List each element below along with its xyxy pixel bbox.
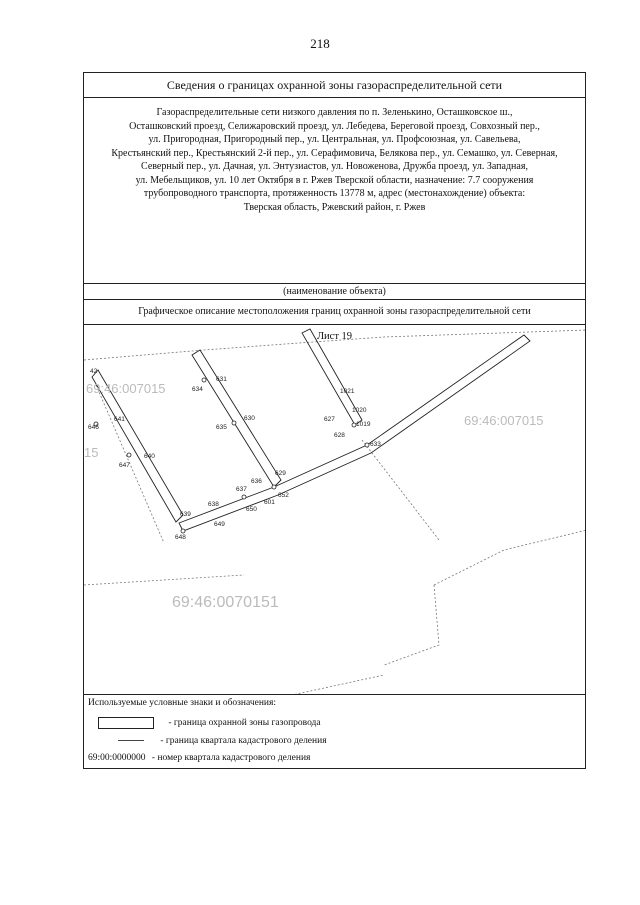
- cadastral-number: 69:46:007015: [464, 413, 544, 428]
- legend-item-text: - номер квартала кадастрового деления: [151, 753, 311, 763]
- point-label: 639: [180, 511, 191, 518]
- cadastral-number: 69:46:007015: [86, 381, 166, 396]
- description-line: Северный пер., ул. Дачная, ул. Энтузиастов, ул. Новоженова, Дружба проезд, ул. Западная,: [141, 161, 528, 172]
- cadastral-number: 69:46:0070151: [172, 594, 279, 611]
- point-label: 633: [370, 441, 381, 448]
- point-label: 601: [264, 499, 275, 506]
- quarter-boundary-symbol: [118, 740, 144, 741]
- quarter-boundary: [434, 530, 585, 585]
- zone-boundary-symbol: [98, 717, 154, 729]
- legend: [84, 695, 585, 768]
- survey-point: [202, 378, 206, 382]
- cadastral-code-sample: 69:00:0000000: [88, 753, 146, 763]
- document-frame: [83, 72, 586, 769]
- quarter-boundary: [84, 575, 244, 585]
- protection-zone-boundary: [179, 335, 530, 531]
- description-line: Газораспределительные сети низкого давления по п. Зеленькино, Осташковское ш.,: [156, 107, 513, 118]
- point-label: 647: [119, 462, 130, 469]
- point-label: 638: [208, 501, 219, 508]
- object-name-caption: (наименование объекта): [84, 284, 585, 300]
- point-label: 637: [236, 486, 247, 493]
- survey-point: [232, 421, 236, 425]
- point-label: 634: [192, 386, 203, 393]
- survey-point: [181, 529, 185, 533]
- point-label: 629: [275, 470, 286, 477]
- description-line: Крестьянский пер., Крестьянский 2-й пер., ул. Серафимовича, Белякова пер., ул. Семашко, ул. Северная,: [111, 147, 558, 159]
- protection-zone-boundary: [192, 350, 281, 487]
- point-label: 648: [175, 534, 186, 541]
- document-title: Сведения о границах охранной зоны газораспределительной сети: [84, 73, 585, 98]
- survey-point: [272, 485, 276, 489]
- point-label: 635: [216, 424, 227, 431]
- quarter-boundary: [362, 440, 439, 540]
- survey-point: [242, 495, 246, 499]
- description-line: ул. Мебельщиков, ул. 10 лет Октября в г. Ржев Тверской области, назначение: 7.7 сооружения: [135, 174, 534, 186]
- graphic-description-title: Графическое описание местоположения границ охранной зоны газораспределительной сети: [84, 300, 585, 325]
- point-label: 630: [244, 415, 255, 422]
- legend-item-text: - граница квартала кадастрового деления: [160, 736, 327, 746]
- point-label: 631: [216, 376, 227, 383]
- cadastral-number: 15: [84, 445, 99, 460]
- survey-point: [365, 443, 369, 447]
- survey-point: [127, 453, 131, 457]
- point-label: 650: [246, 506, 257, 513]
- point-label: 640: [144, 453, 155, 460]
- point-label: 636: [251, 478, 262, 485]
- description-line: ул. Пригородная, Пригородный пер., ул. Центральная, ул. Профсоюзная, ул. Савельева,: [148, 134, 521, 145]
- point-label: 641: [114, 416, 125, 423]
- description-line: Тверская область, Ржевский район, г. Ржев: [243, 201, 426, 213]
- legend-item-zone: [88, 717, 321, 729]
- point-label: 649: [214, 521, 225, 528]
- point-label: 628: [334, 432, 345, 439]
- quarter-boundary: [154, 675, 384, 695]
- point-label: 646: [88, 424, 99, 431]
- cadastral-map: [84, 325, 585, 695]
- quarter-boundary: [96, 385, 164, 543]
- legend-title: Используемые условные знаки и обозначения:: [88, 698, 277, 708]
- legend-item-text: - граница охранной зоны газопровода: [168, 718, 321, 729]
- object-description: [84, 98, 585, 284]
- legend-item-number: [88, 753, 310, 763]
- page-number: 218: [310, 36, 330, 51]
- point-label: 1020: [352, 407, 367, 414]
- point-label: 1019: [356, 421, 371, 428]
- quarter-boundary: [384, 585, 439, 665]
- legend-item-quarter: [88, 736, 327, 746]
- point-label: 1021: [340, 388, 355, 395]
- point-label: 627: [324, 416, 335, 423]
- description-line: Осташковский проезд, Селижаровский проезд, ул. Лебедева, Береговой проезд, Совхозный пер.,: [129, 120, 540, 132]
- point-label: 652: [278, 492, 289, 499]
- map-area: [84, 325, 585, 695]
- point-label: 42: [90, 368, 98, 375]
- description-line: трубопроводного транспорта, протяженность 13778 м, адрес (местонахождение) объекта:: [143, 188, 526, 199]
- sheet-label: Лист 19: [316, 331, 353, 342]
